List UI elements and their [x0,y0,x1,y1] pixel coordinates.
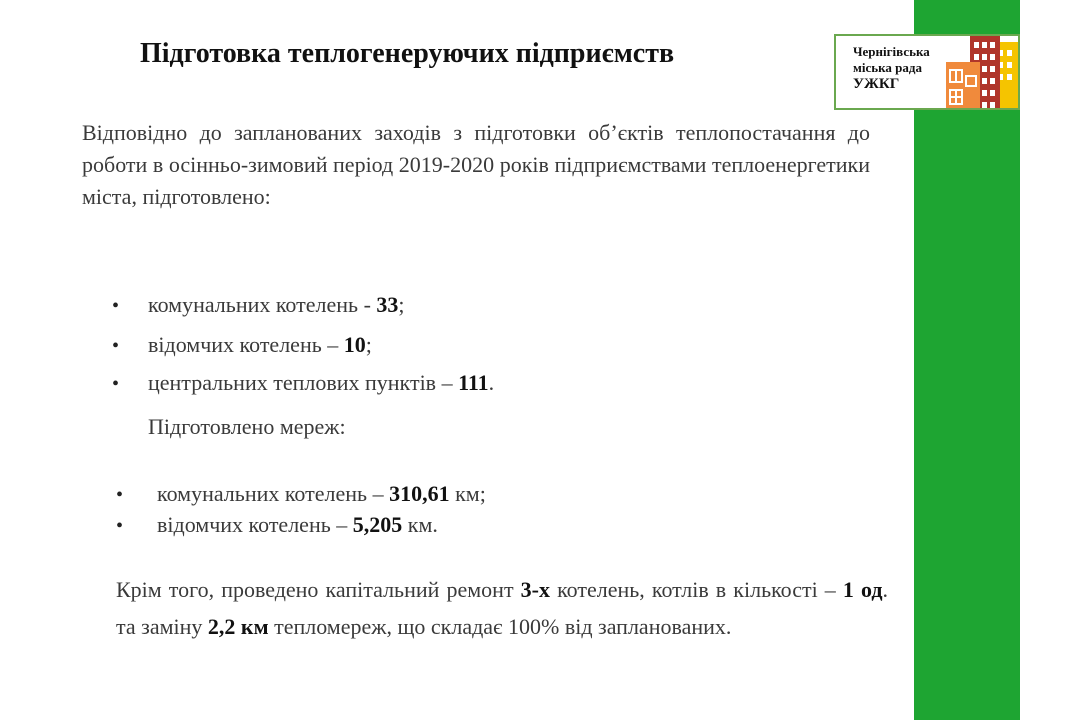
intro-paragraph: Відповідно до запланованих заходів з підготовки об’єктів теплопостачання до роботи в осінньо-зимовий період 2019-2020 років підприємствами теплоенергетики міста, підготовлено: [82,120,870,209]
bullet-icon: • [116,515,124,537]
closing-bold: 2,2 км [207,614,269,639]
page-title: Підготовка теплогенеруючих підприємств [140,38,675,69]
closing-text: Крім того, проведено капітальний ремонт [116,577,521,602]
bullet-icon: • [112,335,120,357]
list-item [157,512,438,538]
closing-paragraph [116,571,888,645]
logo-line-3: УЖКГ [853,76,900,92]
closing-bold: 3-х [520,577,550,602]
closing-text: . та заміну [116,577,888,639]
bullet-icon: • [116,484,124,506]
list-item [148,332,372,358]
list-item-text: комунальних котелень – [157,481,390,506]
list-item-text: відомчих котелень – [157,512,353,537]
list-item-value: 33 [376,292,399,317]
logo-text [853,44,930,92]
closing-bold: 1 од [842,577,883,602]
list-item [157,481,486,507]
list-item-suffix: км; [449,481,486,506]
list-item [148,292,405,318]
bullet-icon: • [112,295,120,317]
logo-line-1: Чернігівська [853,44,930,59]
list-item-value: 310,61 [389,481,450,506]
list-item-text: відомчих котелень – [148,332,344,357]
closing-text: котелень, котлів в кількості – [550,577,843,602]
list-item [148,370,494,396]
list-item-text: центральних теплових пунктів – [148,370,459,395]
list-item-text: комунальних котелень - [148,292,377,317]
list-item-suffix: ; [398,292,405,317]
list-item-value: 5,205 [352,512,403,537]
list-item-value: 111 [458,370,489,395]
buildings-icon [940,36,1020,110]
networks-heading: Підготовлено мереж: [148,414,346,439]
list-item-value: 10 [343,332,366,357]
closing-text: тепломереж, що складає 100% від запланованих. [268,614,732,639]
list-item-suffix: ; [365,332,372,357]
list-item-suffix: . [488,370,495,395]
logo-line-2: міська рада [853,60,922,75]
list-item-suffix: км. [402,512,438,537]
bullet-icon: • [112,373,120,395]
logo [834,34,1020,110]
